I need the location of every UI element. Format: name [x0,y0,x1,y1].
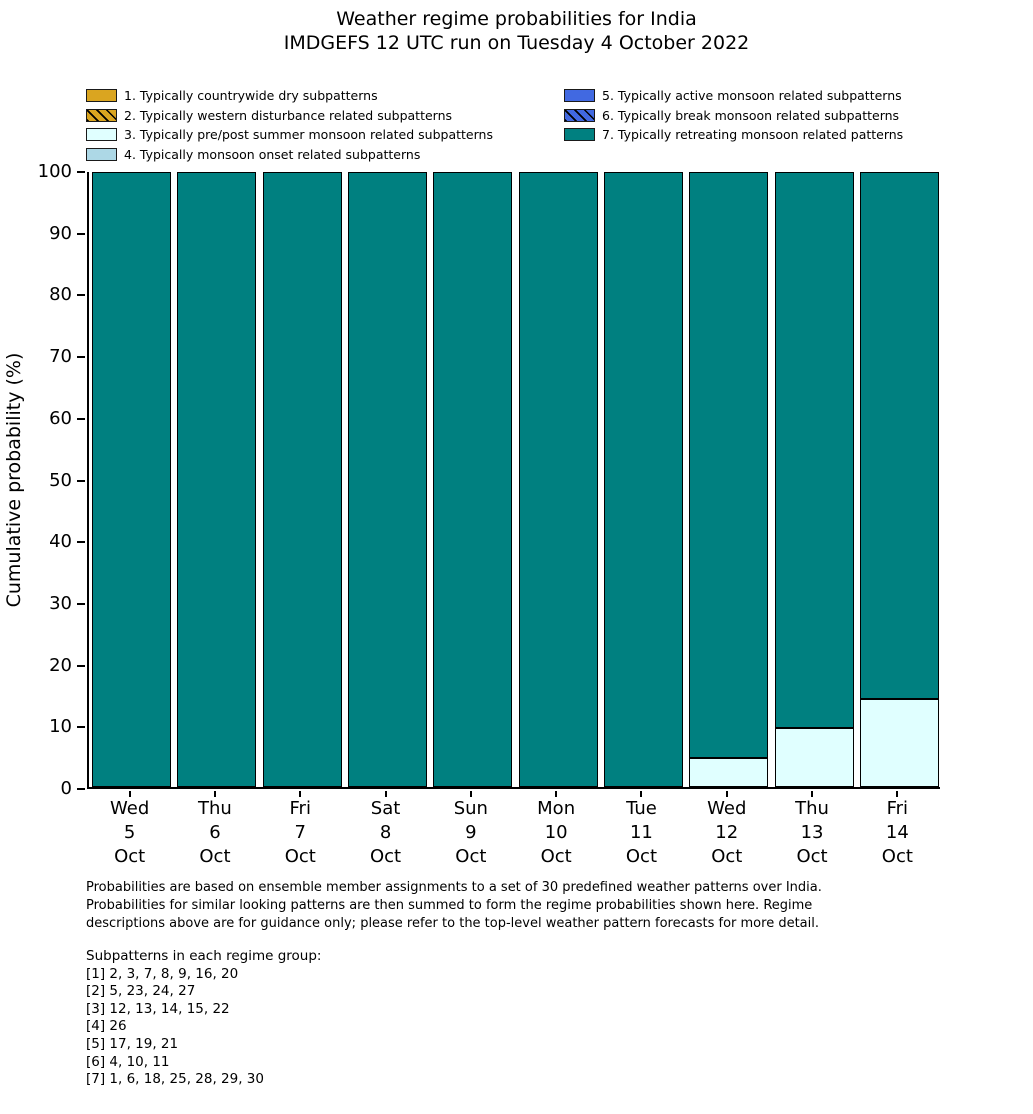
x-tick-label-wed-12 [684,797,769,869]
legend-label: 4. Typically monsoon onset related subpatterns [124,147,421,163]
y-tick-label: 70 [49,346,72,368]
legend-label: 2. Typically western disturbance related subpatterns [124,107,453,123]
y-tick-mark [77,171,85,173]
y-tick-mark [77,233,85,235]
x-tick-label-line: Sat [370,798,401,819]
x-tick-label-mon-10 [514,797,599,869]
bar-segment-regime-7 [604,172,683,787]
plot-area [87,172,940,789]
y-tick-mark [77,788,85,790]
chart-title [0,7,1033,55]
y-axis-label: Cumulative probability (%) [3,352,25,608]
y-tick-label: 90 [49,222,72,244]
bar-segment-regime-7 [860,172,939,699]
bar-segment-regime-3 [860,699,939,787]
bar-slot-wed-5-oct [89,172,174,787]
legend-label: 7. Typically retreating monsoon related patterns [602,127,904,143]
legend-label: 1. Typically countrywide dry subpatterns [124,88,378,104]
y-tick-mark [77,480,85,482]
legend-label: 3. Typically pre/post summer monsoon related subpatterns [124,127,493,143]
stacked-bar [92,172,171,787]
y-tick-label: 80 [49,284,72,306]
legend-label: 6. Typically break monsoon related subpatterns [602,107,900,123]
x-tick-label-line: Oct [455,846,487,867]
x-tick-label-sun-9 [428,797,513,869]
x-tick-label-line: Oct [284,846,316,867]
y-tick-label: 30 [49,592,72,614]
subpatterns-line: [4] 26 [86,1018,127,1035]
footnote-line: Probabilities for similar looking patterns are then summed to form the regime probabilities shown here. Regime [86,898,813,914]
x-tick-label-line: Oct [199,846,231,867]
x-tick-label-line: Oct [625,846,657,867]
legend-swatch-monsoon-onset [86,148,117,161]
x-tick-label-line: Oct [114,846,146,867]
bar-slot-fri-14-oct [857,172,942,787]
legend-item-6 [564,106,903,126]
subpatterns-line: [7] 1, 6, 18, 25, 28, 29, 30 [86,1071,264,1088]
stacked-bar [519,172,598,787]
stacked-bar [177,172,256,787]
legend-swatch-prepost-monsoon [86,128,117,141]
legend-item-5 [564,86,903,106]
y-tick-label: 0 [60,778,72,799]
legend-swatch-dry [86,89,117,102]
legend-label: 5. Typically active monsoon related subpatterns [602,88,902,104]
x-tick-label-line: Oct [369,846,402,867]
x-tick-label-line: 13 [800,822,824,843]
subpatterns-line: [5] 17, 19, 21 [86,1035,179,1052]
x-tick-label-tue-11 [599,797,684,869]
legend-swatch-active-monsoon [564,89,595,102]
x-tick-label-line: Oct [711,846,743,867]
bar-segment-regime-7 [689,172,768,758]
x-tick-label-line: Tue [626,798,657,819]
x-tick-label-fri-14 [855,797,940,869]
x-tick-label-thu-6 [172,797,257,869]
y-tick-mark [77,603,85,605]
x-tick-label-line: 7 [294,822,306,843]
stacked-bar [775,172,854,787]
x-tick-label-line: 9 [465,822,477,843]
y-tick-mark [77,726,85,728]
legend-swatch-break-monsoon [564,109,595,122]
bar-slot-thu-6-oct [174,172,259,787]
x-tick-label-line: 10 [544,822,568,843]
x-tick-label-line: Sun [453,798,488,819]
subpatterns-line: [1] 2, 3, 7, 8, 9, 16, 20 [86,965,239,982]
x-tick-label-line: 14 [885,822,909,843]
x-tick-label-line: Mon [537,798,576,819]
y-tick-label: 20 [49,654,72,676]
subpatterns-heading: Subpatterns in each regime group: [86,948,322,964]
legend-column-left [86,86,493,164]
subpatterns-line: [3] 12, 13, 14, 15, 22 [86,1000,230,1017]
x-tick-label-line: Wed [707,798,747,819]
x-tick-label-line: Oct [796,846,828,867]
bar-segment-regime-3 [775,728,854,787]
x-tick-label-line: Oct [540,846,572,867]
x-tick-label-line: 5 [123,822,136,843]
subpatterns-line: [2] 5, 23, 24, 27 [86,983,196,1000]
y-tick-label: 50 [49,469,72,491]
footnote-line: descriptions above are for guidance only; please refer to the top-level weather pattern forecasts for more detail. [86,916,819,932]
x-tick-label-line: 11 [629,822,653,843]
bar-segment-regime-7 [775,172,854,728]
stacked-bar [433,172,512,787]
stacked-bar [604,172,683,787]
bar-segment-regime-7 [519,172,598,787]
bar-segment-regime-7 [433,172,512,787]
chart-title-line1: Weather regime probabilities for India [336,8,697,30]
y-tick-mark [77,294,85,296]
bar-slot-thu-13-oct [771,172,856,787]
legend-item-3 [86,125,493,145]
y-tick-label: 10 [49,716,72,738]
x-tick-label-line: 6 [209,822,221,843]
footnote-text [86,879,822,934]
bar-segment-regime-7 [348,172,427,787]
x-tick-label-fri-7 [258,797,343,869]
y-tick-mark [77,665,85,667]
y-tick-label: 100 [37,161,72,182]
x-tick-label-sat-8 [343,797,428,869]
legend-swatch-western-disturbance [86,109,117,122]
subpatterns-line: [6] 4, 10, 11 [86,1053,170,1070]
stacked-bar [860,172,939,787]
x-tick-label-thu-13 [770,797,855,869]
x-tick-label-line: Wed [110,798,150,819]
footnote-line: Probabilities are based on ensemble member assignments to a set of 30 predefined weather patterns over India. [86,880,822,895]
bar-segment-regime-7 [92,172,171,787]
y-tick-mark [77,356,85,358]
x-tick-label-wed-5 [87,797,172,869]
bar-segment-regime-7 [263,172,342,787]
bar-slot-wed-12-oct [686,172,771,787]
legend-swatch-retreating-monsoon [564,128,595,141]
chart-title-line2: IMDGEFS 12 UTC run on Tuesday 4 October 2022 [283,32,750,54]
x-tick-label-line: Fri [289,798,311,819]
stacked-bar [348,172,427,787]
legend-column-right [564,86,903,145]
x-tick-label-line: 12 [715,822,739,843]
y-tick-mark [77,541,85,543]
bar-slot-mon-10-oct [516,172,601,787]
legend-item-1 [86,86,493,106]
legend-item-7 [564,125,903,145]
y-tick-mark [77,418,85,420]
legend-item-2 [86,106,493,126]
x-tick-label-line: Oct [881,846,913,867]
y-tick-label: 60 [49,407,72,429]
stacked-bar [263,172,342,787]
x-tick-label-line: Fri [886,798,909,819]
legend-item-4 [86,145,493,165]
y-tick-label: 40 [49,531,72,553]
x-tick-label-line: Thu [198,798,232,819]
x-tick-label-line: Thu [795,798,829,819]
stacked-bar [689,172,768,787]
bar-segment-regime-7 [177,172,256,787]
bar-segment-regime-3 [689,758,768,787]
bar-slot-tue-11-oct [601,172,686,787]
bar-slot-fri-7-oct [260,172,345,787]
bar-slot-sat-8-oct [345,172,430,787]
subpatterns-list [86,948,321,1089]
bar-slot-sun-9-oct [430,172,515,787]
x-tick-label-line: 8 [379,822,392,843]
